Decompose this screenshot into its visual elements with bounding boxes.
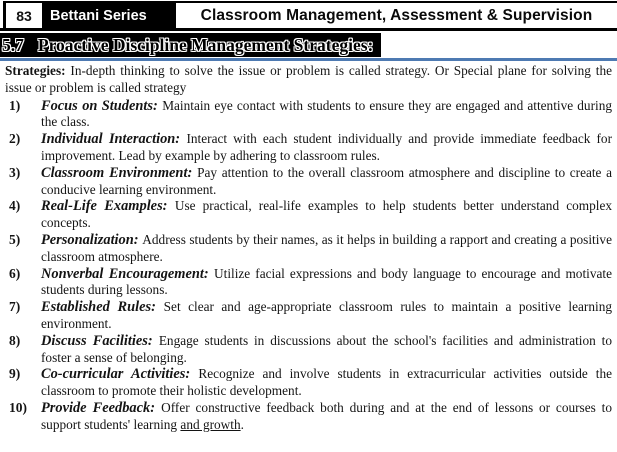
- section-number: 5.7: [2, 34, 24, 55]
- item-number: 6): [9, 265, 21, 281]
- list-item: [5, 266, 612, 300]
- section-heading: [0, 33, 381, 57]
- intro-text: In-depth thinking to solve the issue or problem is called strategy. Or Special plane for solving the issue or problem is called strategy: [5, 63, 612, 95]
- list-item: [5, 131, 612, 165]
- item-number: 3): [9, 164, 21, 180]
- item-text: Co-curricular Activities: Recognize and involve students in extracurricular activities outside the classroom to promote their holistic development.: [41, 366, 612, 399]
- item-lead: Personalization:: [41, 231, 143, 248]
- item-text: Provide Feedback: Offer constructive feedback both during and at the end of lessons or courses to support students' learning and growth.: [41, 399, 612, 432]
- list-item: [5, 299, 612, 333]
- item-lead: Individual Interaction:: [41, 131, 187, 148]
- item-number: 9): [9, 366, 21, 382]
- item-number: 4): [9, 198, 21, 214]
- header-title: Classroom Management, Assessment & Supervision: [200, 6, 593, 24]
- item-number: 7): [9, 299, 21, 315]
- item-lead: Nonverbal Encouragement:: [41, 265, 215, 282]
- list-item: [5, 98, 612, 132]
- item-lead: Focus on Students:: [41, 97, 163, 114]
- item-lead: Established Rules:: [41, 299, 164, 316]
- item-text: Classroom Environment: Pay attention to the overall classroom atmosphere and discipline to create a conducive learning environment.: [41, 164, 612, 197]
- intro-lead: Strategies:: [5, 63, 66, 78]
- page-header: [6, 3, 617, 28]
- item-text: Nonverbal Encouragement: Utilize facial expressions and body language to encourage and motivate students during lessons.: [41, 265, 612, 298]
- list-item: [5, 366, 612, 400]
- item-lead: Co-curricular Activities:: [41, 366, 199, 383]
- item-lead: Provide Feedback:: [41, 399, 162, 416]
- intro-paragraph: [5, 63, 612, 97]
- item-number: 10): [9, 399, 27, 415]
- item-text: Individual Interaction: Interact with each student individually and provide immediate feedback for improvement. Lead by example by adhering to classroom rules.: [41, 131, 612, 163]
- item-lead: Discuss Facilities:: [41, 332, 159, 349]
- item-text: Focus on Students: Maintain eye contact with students to ensure they are engaged and attentive during the class.: [41, 97, 612, 130]
- list-item: [5, 333, 612, 367]
- accent-rule: [0, 58, 617, 61]
- strategies-list: [5, 98, 612, 434]
- item-lead: Classroom Environment:: [41, 164, 198, 181]
- underlined-text: and growth: [180, 416, 241, 432]
- list-item: [5, 400, 612, 434]
- item-number: 8): [9, 332, 21, 348]
- item-text: Real-Life Examples: Use practical, real-life examples to help students better understand complex concepts.: [41, 198, 612, 231]
- item-number: 2): [9, 131, 21, 147]
- section-title: Proactive Discipline Management Strategies:: [37, 34, 374, 55]
- item-text: Personalization: Address students by their names, as it helps in building a rapport and creating a positive classroom atmosphere.: [41, 231, 612, 264]
- item-text: Established Rules: Set clear and age-appropriate classroom rules to maintain a positive learning environment.: [41, 299, 612, 331]
- header-rule: [0, 28, 617, 31]
- list-item: [5, 232, 612, 266]
- page-content: [5, 63, 612, 434]
- list-item: [5, 198, 612, 232]
- item-number: 1): [9, 97, 21, 113]
- page-number: 83: [16, 7, 32, 24]
- item-text: Discuss Facilities: Engage students in discussions about the school's facilities and administration to foster a sense of belonging.: [41, 332, 612, 365]
- series-label: Bettani Series: [42, 3, 176, 28]
- item-number: 5): [9, 231, 21, 247]
- item-lead: Real-Life Examples:: [41, 198, 175, 215]
- list-item: [5, 165, 612, 199]
